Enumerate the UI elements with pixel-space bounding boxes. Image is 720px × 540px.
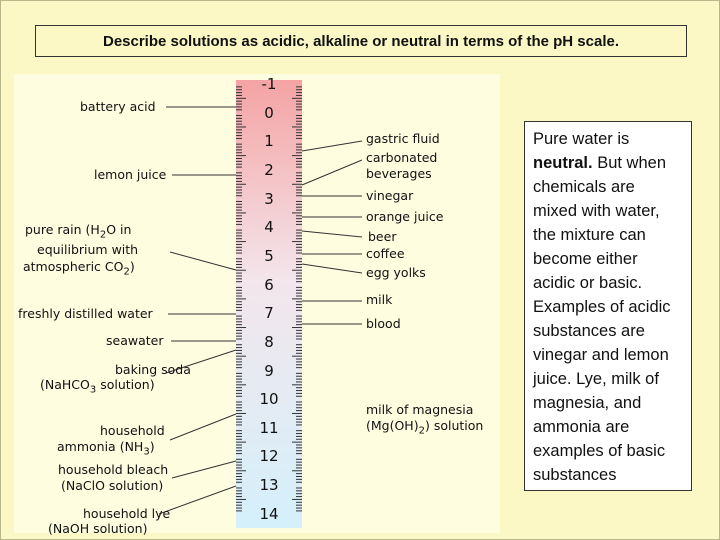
- label-pure-rain-line1: pure rain ($H_2O$ in: [25, 222, 132, 241]
- ph-value-3: 3: [264, 189, 274, 208]
- label-baking-soda-line1: baking soda: [115, 362, 191, 377]
- label-orange-juice: orange juice: [366, 209, 444, 224]
- label-gastric-fluid: gastric fluid: [366, 131, 440, 146]
- ph-value-10: 10: [259, 390, 279, 409]
- label-ammonia-line1: household: [100, 423, 165, 438]
- description-text: Pure water is neutral. But when chemicals are mixed with water, the mixture can become either acidic or basic. Examples of acidic substances are vinegar and lemon juice. Lye, milk of magnesia, and ammonia are examples of basic substances: [533, 130, 671, 484]
- label-pure-rain-line2: equilibrium with: [37, 242, 139, 257]
- description-bold: neutral.: [533, 154, 593, 172]
- label-carbonated-line1: carbonated: [366, 150, 438, 165]
- label-vinegar: vinegar: [366, 188, 414, 203]
- label-magnesia-line1: milk of magnesia: [366, 402, 474, 417]
- label-lye-line2: (NaOH solution): [48, 521, 148, 536]
- ph-value-12: 12: [259, 447, 279, 466]
- label-baking-soda-line2: (NaHCO$_3$ solution): [40, 377, 155, 396]
- label-beer: beer: [368, 229, 397, 244]
- ph-value-13: 13: [259, 476, 279, 495]
- label-blood: blood: [366, 316, 401, 331]
- ph-value-0: 0: [264, 103, 274, 122]
- ph-value-6: 6: [264, 275, 274, 294]
- label-egg-yolks: egg yolks: [366, 265, 426, 280]
- title-box: [35, 25, 687, 57]
- ph-value-2: 2: [264, 160, 274, 179]
- label-milk: milk: [366, 292, 393, 307]
- label-lye-line1: household lye: [83, 506, 171, 521]
- ph-value-5: 5: [264, 246, 274, 265]
- ph-value-8: 8: [264, 332, 274, 351]
- label-carbonated-line2: beverages: [366, 166, 432, 181]
- label-bleach-line2: (NaClO solution): [61, 478, 164, 493]
- ph-value-1: 1: [264, 132, 274, 151]
- ph-value-4: 4: [264, 218, 274, 237]
- description-box: [524, 121, 692, 491]
- label-lemon-juice: lemon juice: [94, 167, 167, 182]
- label-distilled-water: freshly distilled water: [18, 306, 153, 321]
- ph-value--1: -1: [261, 75, 277, 93]
- ph-scale-diagram: [14, 74, 500, 536]
- label-coffee: coffee: [366, 246, 405, 261]
- slide-title: Describe solutions as acidic, alkaline or neutral in terms of the pH scale.: [102, 32, 619, 50]
- label-battery-acid: battery acid: [80, 99, 156, 114]
- label-pure-rain-line3: atmospheric $CO_2$): [23, 259, 135, 278]
- label-magnesia-line2: $(Mg(OH)_2)$ solution: [366, 418, 484, 437]
- label-seawater: seawater: [106, 333, 164, 348]
- ph-value-11: 11: [259, 418, 279, 437]
- ph-value-7: 7: [264, 304, 274, 323]
- ph-value-9: 9: [264, 361, 274, 380]
- ph-value-14: 14: [259, 504, 279, 523]
- label-bleach-line1: household bleach: [58, 462, 169, 477]
- label-ammonia-line2: ammonia $(NH_3)$: [57, 439, 155, 458]
